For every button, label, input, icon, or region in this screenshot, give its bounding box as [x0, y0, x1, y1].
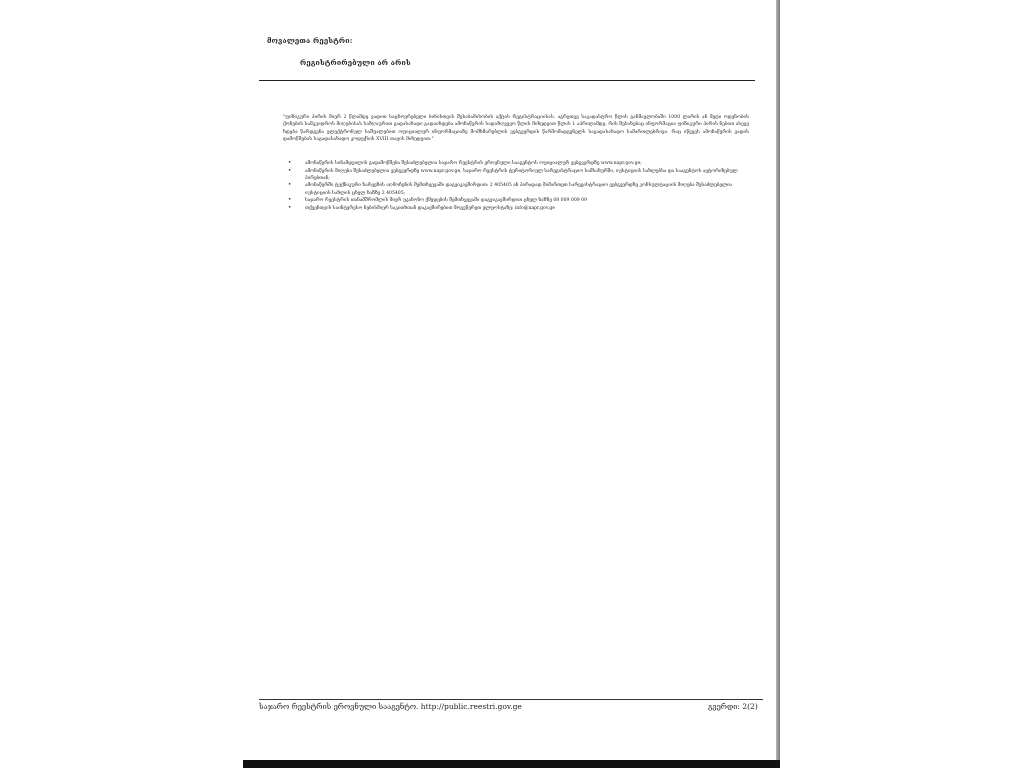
bullet-text: ამონაწერის სინამდვილის გადამოწმება შესაძლებელია საჯარო რეესტრის ეროვნული სააგენტოს ოფიციალურ ვებგვერდზე www.napr.gov.ge;	[305, 161, 642, 166]
legal-notice-paragraph: "ფიზიკური პირის მიერ 2 წლამდე ვადით საცხოვრებელი ბინისთვის შესაბამისობის აქტის რეგისტრაციისას, აგრეთვე საკადასტრო წლის განმავლობაში 1000 ლარის ან მეტი ოდენობის ქონების სამკვიდროს მიღებისას საზღაურით გადასახადი გადაიხდება ამონაწერის სადაზღვევო წლის მიხედვით წლის 1 აპრილამდე. რის შესახებაც ინფორმაცია ფიზიკური პირის ნებით ასევე ხდება წარდგენა ელექტრონულ საშუალებით ოფიციალურ ინფორმაციაზე მომხმარებლის ვებგვერდის წარმომადგენელს საგადასახადო სამართლებრივი. რაც იწვევს ამონაწერის ვადის დამოწმებას საგადასახადო კოდექსის XVIII თავის მიხედვით."	[283, 115, 749, 143]
page-bottom-edge	[243, 760, 780, 768]
bullet-item	[283, 168, 749, 182]
page-edge-shadow	[776, 0, 780, 768]
bullet-item	[283, 205, 749, 212]
debtors-registry-status: რეგისტრირებული არ არის	[300, 58, 411, 67]
bullet-icon: •	[288, 167, 292, 174]
bullet-icon: •	[288, 197, 292, 204]
footer-divider	[259, 699, 763, 700]
bullet-item	[283, 182, 749, 196]
bullet-text: თქვენთვის საინტერესო ნებისმიერ საკითხთან დაკავშირებით მოგვწერეთ ელფოსტაზე: info@napr.gov.ge	[305, 205, 555, 211]
document-page	[243, 0, 776, 760]
bullet-icon: •	[288, 182, 292, 189]
bullet-text: საჯარო რეესტრის თანამშრომლის მიერ უკანონო ქმედების შემთხვევაში დაგვიკავშირდით ცხელ ხაზზე 08 009 009 09	[305, 198, 587, 204]
page-number: გვერდი: 2(2)	[708, 702, 758, 711]
bullet-item	[283, 160, 749, 167]
bullet-item	[283, 197, 749, 204]
bullet-icon: •	[288, 160, 292, 166]
bullet-text: ამონაწერის მიღება შესაძლებელია ვებგვერდზე www.napr.gov.ge, საჯარო რეესტრის ტერიტორიულ სარეგისტრაციო სამსახურში, იუსტიციის სახლებსა და სააგენტოს ავტორიზებულ პირებთან;	[305, 168, 738, 181]
footer-agency-text: საჯარო რეესტრის ეროვნული სააგენტო. http://public.reestri.gov.ge	[259, 702, 522, 711]
bullet-text: ამონაწერში ტექნიკური ხარვეზის აღმოჩენის შემთხვევაში დაგვიკავშირდით: 2 405405 ან პირადად მიმართეთ სარეგისტრაციო ვებგვერდზე კონსულტაციის მიღება შესაძლებელია იუსტიციის სახლის ცხელ ხაზზე 2 405405;	[305, 183, 733, 196]
info-bullet-list	[283, 160, 749, 212]
bullet-icon: •	[288, 204, 292, 211]
debtors-registry-label: მოვალეთა რეესტრი:	[267, 36, 353, 45]
header-divider	[259, 80, 755, 81]
